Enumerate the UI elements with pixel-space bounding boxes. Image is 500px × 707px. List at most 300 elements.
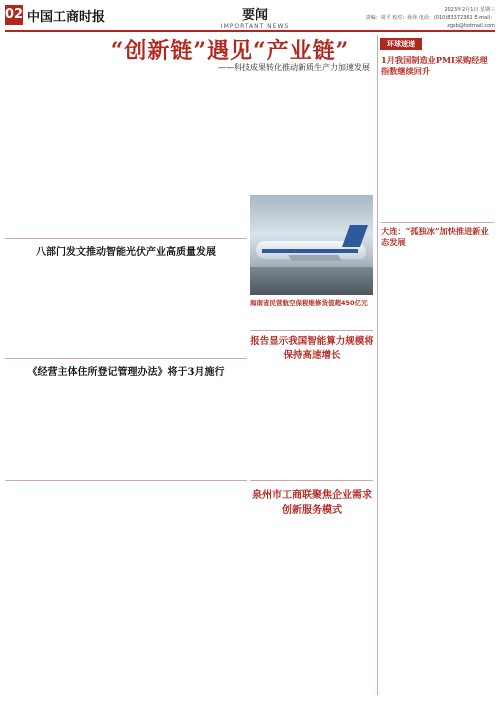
text-line — [5, 187, 63, 194]
ground-shape — [250, 267, 373, 295]
text-line — [189, 662, 247, 669]
text-line — [313, 180, 373, 187]
text-line — [381, 499, 494, 506]
lead-story-column-3 — [127, 84, 185, 234]
text-line — [5, 114, 63, 121]
main-headline: “创新链”遇见“产业链” — [110, 38, 350, 64]
text-line — [250, 453, 310, 460]
text-line — [188, 158, 246, 165]
text-line — [250, 173, 310, 180]
text-line — [189, 544, 247, 551]
text-line — [128, 655, 186, 662]
text-line — [128, 319, 246, 326]
text-line — [128, 417, 246, 424]
text-line — [381, 440, 494, 447]
text-line — [5, 685, 63, 692]
text-line — [381, 654, 494, 661]
text-line — [66, 655, 124, 662]
text-line — [5, 500, 63, 507]
text-line — [128, 327, 246, 334]
text-line — [188, 217, 246, 224]
text-line — [5, 611, 63, 618]
text-line — [381, 410, 494, 417]
text-line — [250, 505, 310, 512]
text-line — [381, 462, 494, 469]
text-line — [5, 507, 63, 514]
text-line — [5, 224, 63, 231]
text-line — [381, 122, 494, 129]
text-line — [128, 341, 246, 348]
text-line — [250, 365, 310, 372]
text-line — [66, 121, 124, 128]
text-line — [189, 537, 247, 544]
text-line — [66, 180, 124, 187]
text-line — [313, 520, 373, 527]
section-title-en: IMPORTANT NEWS — [220, 23, 290, 30]
main-subheadline: ——科技成果转化推动新质生产力加速发展 — [218, 63, 370, 72]
text-line — [188, 91, 246, 98]
text-line — [381, 151, 494, 158]
article-registration-column-2 — [128, 380, 246, 478]
text-line — [313, 380, 373, 387]
text-line — [127, 195, 185, 202]
article-title-computing: 报告显示我国智能算力规模将保持高速增长 — [250, 336, 374, 361]
text-line — [381, 358, 494, 365]
text-line — [250, 594, 310, 601]
text-line — [250, 128, 310, 135]
text-line — [313, 357, 373, 364]
text-line — [250, 417, 310, 424]
text-line — [250, 601, 310, 608]
text-line — [66, 99, 124, 106]
text-line — [250, 180, 310, 187]
text-line — [128, 640, 186, 647]
text-line — [5, 151, 63, 158]
text-line — [128, 282, 246, 289]
text-line — [313, 608, 373, 615]
text-line — [66, 84, 124, 91]
text-line — [313, 512, 373, 519]
text-line — [250, 564, 310, 571]
text-line — [250, 542, 310, 549]
text-line — [127, 91, 185, 98]
text-line — [66, 618, 124, 625]
text-line — [66, 522, 124, 529]
text-line — [381, 646, 494, 653]
text-line — [313, 439, 373, 446]
lead-story-column-5 — [250, 84, 310, 192]
header-rule — [5, 31, 495, 32]
text-line — [381, 351, 494, 358]
text-line — [127, 99, 185, 106]
text-line — [381, 270, 494, 277]
text-line — [5, 327, 123, 334]
text-line — [313, 653, 373, 660]
text-line — [5, 165, 63, 172]
text-line — [128, 529, 186, 536]
text-line — [66, 202, 124, 209]
text-line — [313, 601, 373, 608]
text-line — [381, 595, 494, 602]
text-line — [66, 529, 124, 536]
text-line — [5, 121, 63, 128]
text-line — [5, 559, 63, 566]
masthead — [5, 4, 495, 32]
text-line — [381, 129, 494, 136]
lead-story-column-4 — [188, 84, 246, 234]
text-line — [381, 196, 494, 203]
text-line — [250, 380, 310, 387]
text-line — [250, 572, 310, 579]
text-line — [66, 195, 124, 202]
text-line — [381, 366, 494, 373]
text-line — [381, 617, 494, 624]
text-line — [5, 319, 123, 326]
text-line — [313, 616, 373, 623]
livery-stripe — [262, 249, 358, 253]
text-line — [128, 500, 186, 507]
text-line — [66, 492, 124, 499]
text-line — [5, 312, 123, 319]
text-line — [66, 217, 124, 224]
divider — [381, 222, 494, 223]
text-line — [128, 312, 246, 319]
text-line — [5, 544, 63, 551]
text-line — [189, 670, 247, 677]
text-line — [313, 143, 373, 150]
text-line — [188, 151, 246, 158]
text-line — [250, 446, 310, 453]
text-line — [5, 618, 63, 625]
text-line — [188, 202, 246, 209]
text-line — [189, 640, 247, 647]
photo-caption-text — [250, 308, 373, 326]
text-line — [128, 492, 186, 499]
text-line — [66, 143, 124, 150]
text-line — [381, 491, 494, 498]
text-line — [189, 596, 247, 603]
text-line — [5, 588, 63, 595]
text-line — [381, 336, 494, 343]
text-line — [127, 106, 185, 113]
text-line — [381, 528, 494, 535]
text-line — [313, 387, 373, 394]
text-line — [313, 594, 373, 601]
text-line — [313, 402, 373, 409]
text-line — [381, 573, 494, 580]
sidebar-title-pmi: 1月我国制造业PMI采购经理指数继续回升 — [381, 55, 488, 76]
text-line — [128, 507, 186, 514]
text-line — [5, 217, 63, 224]
text-line — [313, 394, 373, 401]
article-misc-column-2 — [66, 485, 124, 695]
text-line — [189, 485, 247, 492]
divider — [250, 330, 373, 331]
text-line — [250, 631, 310, 638]
text-line — [250, 121, 310, 128]
text-line — [5, 648, 63, 655]
article-pv-column-2 — [128, 260, 246, 356]
text-line — [66, 633, 124, 640]
text-line — [188, 106, 246, 113]
text-line — [250, 682, 310, 689]
lead-story-column-2 — [66, 84, 124, 234]
text-line — [313, 106, 373, 113]
text-line — [66, 625, 124, 632]
aircraft-photo — [250, 195, 373, 295]
text-line — [66, 537, 124, 544]
text-line — [381, 314, 494, 321]
text-line — [5, 485, 63, 492]
text-line — [381, 543, 494, 550]
text-line — [128, 334, 246, 341]
text-line — [128, 633, 186, 640]
text-line — [250, 106, 310, 113]
text-line — [128, 603, 186, 610]
text-line — [188, 128, 246, 135]
text-line — [381, 676, 494, 683]
text-line — [66, 187, 124, 194]
text-line — [66, 640, 124, 647]
text-line — [313, 99, 373, 106]
text-line — [128, 537, 186, 544]
text-line — [381, 77, 494, 84]
text-line — [313, 372, 373, 379]
text-line — [250, 579, 310, 586]
sidebar-title-dalian: 大连：“孤独冰”加快推进新业态发展 — [381, 226, 489, 247]
text-line — [128, 304, 246, 311]
text-line — [5, 282, 123, 289]
text-line — [66, 151, 124, 158]
text-line — [128, 469, 246, 476]
article-quanzhou-column-1 — [250, 505, 310, 695]
article-registration-column-1 — [5, 380, 123, 478]
text-line — [313, 623, 373, 630]
text-line — [188, 99, 246, 106]
text-line — [381, 284, 494, 291]
text-line — [66, 603, 124, 610]
text-line — [313, 91, 373, 98]
text-line — [5, 633, 63, 640]
text-line — [381, 210, 494, 217]
text-line — [381, 403, 494, 410]
text-line — [127, 180, 185, 187]
text-line — [127, 84, 185, 91]
text-line — [128, 395, 246, 402]
text-line — [381, 558, 494, 565]
text-line — [313, 682, 373, 689]
article-title-registration: 《经营主体住所登记管理办法》将于3月施行 — [27, 367, 225, 378]
text-line — [189, 566, 247, 573]
text-line — [5, 424, 123, 431]
text-line — [381, 661, 494, 668]
text-line — [128, 566, 186, 573]
text-line — [5, 537, 63, 544]
text-line — [381, 425, 494, 432]
article-pv-column-1 — [5, 260, 123, 356]
text-line — [188, 210, 246, 217]
text-line — [127, 210, 185, 217]
text-line — [381, 513, 494, 520]
text-line — [189, 625, 247, 632]
text-line — [5, 454, 123, 461]
text-line — [250, 638, 310, 645]
text-line — [188, 180, 246, 187]
wing-shape — [288, 255, 341, 261]
text-line — [66, 677, 124, 684]
text-line — [128, 410, 246, 417]
text-line — [128, 611, 186, 618]
text-line — [128, 447, 246, 454]
text-line — [250, 394, 310, 401]
lead-story-column-1 — [5, 84, 63, 234]
text-line — [128, 515, 186, 522]
text-line — [5, 136, 63, 143]
text-line — [189, 559, 247, 566]
text-line — [5, 106, 63, 113]
text-line — [313, 660, 373, 667]
text-line — [250, 549, 310, 556]
text-line — [313, 446, 373, 453]
text-line — [250, 668, 310, 675]
text-line — [5, 387, 123, 394]
text-line — [5, 290, 123, 297]
text-line — [127, 143, 185, 150]
text-line — [381, 506, 494, 513]
text-line — [250, 424, 310, 431]
text-line — [5, 662, 63, 669]
text-line — [250, 99, 310, 106]
text-line — [66, 559, 124, 566]
article-quanzhou-column-2 — [313, 505, 373, 695]
text-line — [250, 151, 310, 158]
text-line — [381, 240, 494, 247]
text-line — [381, 247, 494, 254]
text-line — [381, 380, 494, 387]
text-line — [66, 114, 124, 121]
text-line — [250, 387, 310, 394]
text-line — [128, 625, 186, 632]
text-line — [250, 372, 310, 379]
text-line — [250, 660, 310, 667]
text-line — [5, 410, 123, 417]
text-line — [313, 631, 373, 638]
text-line — [5, 260, 123, 267]
text-line — [66, 173, 124, 180]
text-line — [5, 625, 63, 632]
text-line — [313, 586, 373, 593]
text-line — [5, 529, 63, 536]
text-line — [66, 91, 124, 98]
text-line — [5, 195, 63, 202]
text-line — [128, 297, 246, 304]
text-line — [5, 395, 123, 402]
text-line — [250, 409, 310, 416]
text-line — [250, 586, 310, 593]
text-line — [313, 365, 373, 372]
text-line — [250, 165, 310, 172]
text-line — [313, 549, 373, 556]
text-line — [188, 84, 246, 91]
text-line — [66, 662, 124, 669]
text-line — [381, 580, 494, 587]
text-line — [313, 424, 373, 431]
issue-info — [345, 6, 495, 30]
text-line — [189, 581, 247, 588]
text-line — [5, 84, 63, 91]
text-line — [188, 165, 246, 172]
text-line — [313, 431, 373, 438]
text-line — [5, 334, 123, 341]
text-line — [188, 195, 246, 202]
text-line — [128, 559, 186, 566]
text-line — [250, 91, 310, 98]
text-line — [189, 552, 247, 559]
text-line — [381, 137, 494, 144]
text-line — [313, 136, 373, 143]
text-line — [381, 447, 494, 454]
text-line — [5, 515, 63, 522]
text-line — [381, 166, 494, 173]
text-line — [381, 85, 494, 92]
text-line — [381, 255, 494, 262]
text-line — [250, 616, 310, 623]
text-line — [313, 668, 373, 675]
text-line — [381, 100, 494, 107]
text-line — [381, 144, 494, 151]
text-line — [5, 640, 63, 647]
text-line — [250, 143, 310, 150]
text-line — [5, 461, 123, 468]
text-line — [381, 114, 494, 121]
text-line — [66, 136, 124, 143]
text-line — [5, 655, 63, 662]
issue-date: 2023年2月1日 星期三 — [444, 7, 495, 13]
text-line — [5, 417, 123, 424]
text-line — [313, 557, 373, 564]
text-line — [381, 683, 494, 690]
text-line — [250, 136, 310, 143]
text-line — [189, 507, 247, 514]
section-title: 要闻 — [241, 8, 268, 23]
text-line — [188, 114, 246, 121]
text-line — [127, 114, 185, 121]
text-line — [128, 461, 246, 468]
text-line — [66, 165, 124, 172]
text-line — [5, 402, 123, 409]
text-line — [250, 520, 310, 527]
text-line — [128, 380, 246, 387]
text-line — [5, 210, 63, 217]
text-line — [128, 648, 186, 655]
text-line — [127, 187, 185, 194]
text-line — [313, 527, 373, 534]
text-line — [66, 611, 124, 618]
text-line — [5, 522, 63, 529]
text-line — [189, 611, 247, 618]
text-line — [5, 432, 123, 439]
text-line — [313, 453, 373, 460]
text-line — [189, 648, 247, 655]
text-line — [381, 107, 494, 114]
text-line — [381, 632, 494, 639]
text-line — [250, 461, 310, 468]
text-line — [5, 566, 63, 573]
text-line — [189, 574, 247, 581]
text-line — [313, 84, 373, 91]
text-line — [5, 128, 63, 135]
text-line — [381, 484, 494, 491]
